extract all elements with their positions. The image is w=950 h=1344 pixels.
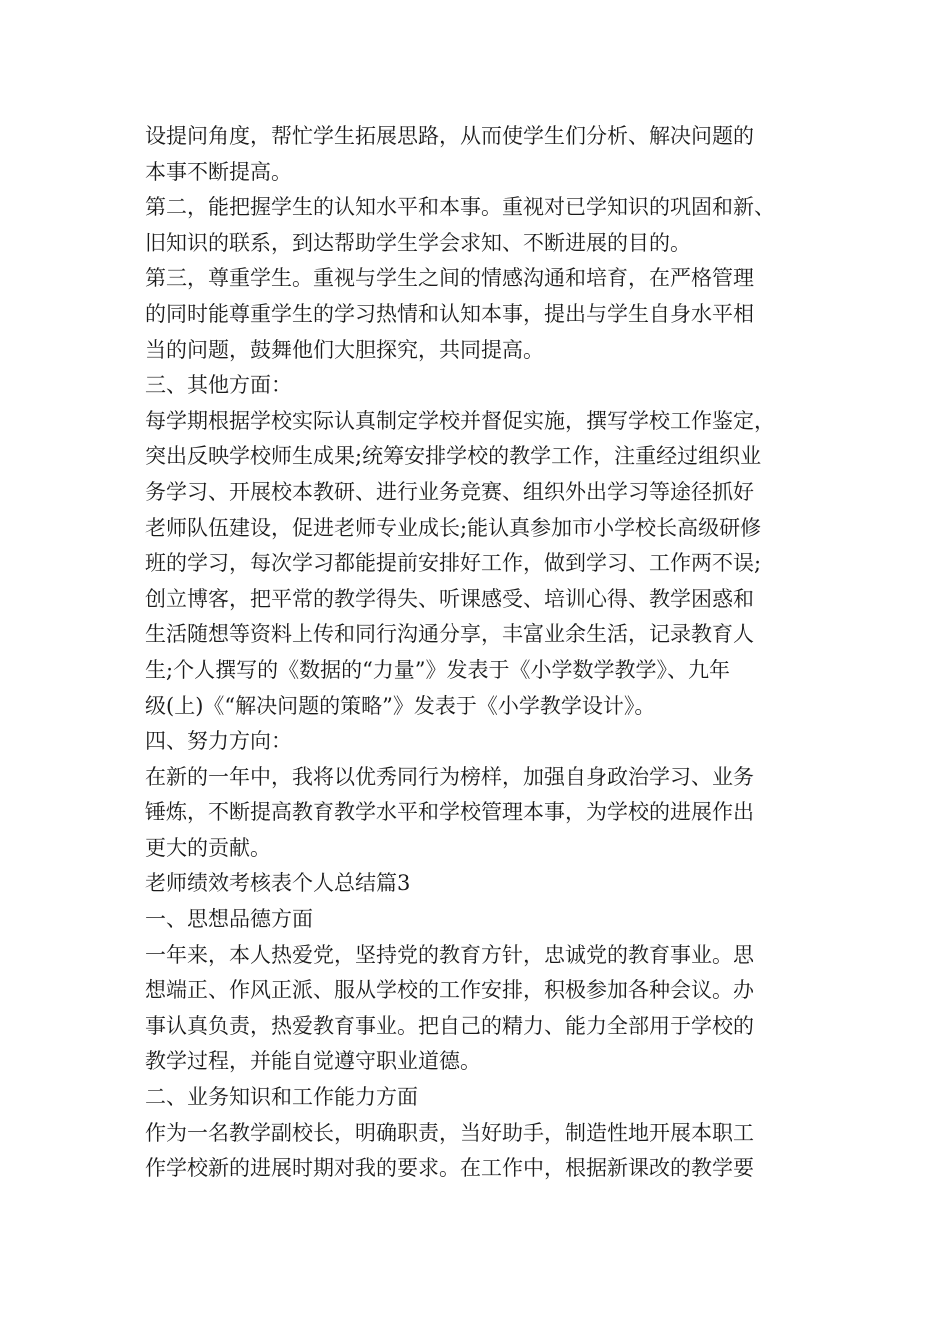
section-heading: 四、努力方向： bbox=[145, 729, 292, 754]
text-line: 作学校新的进展时期对我的要求。在工作中，根据新课改的教学要 bbox=[145, 1156, 754, 1181]
text-line: 每学期根据学校实际认真制定学校并督促实施，撰写学校工作鉴定， bbox=[145, 408, 775, 433]
text-line: 作为一名教学副校长，明确职责，当好助手，制造性地开展本职工 bbox=[145, 1120, 754, 1145]
text-line: 生活随想等资料上传和同行沟通分享，丰富业余生活，记录教育人 bbox=[145, 622, 754, 647]
text-line: 当的问题，鼓舞他们大胆探究，共同提高。 bbox=[145, 337, 544, 362]
text-line: 旧知识的联系，到达帮助学生学会求知、不断进展的目的。 bbox=[145, 230, 691, 255]
text-line: 本事不断提高。 bbox=[145, 159, 292, 184]
text-line: 教学过程，并能自觉遵守职业道德。 bbox=[145, 1049, 481, 1074]
text-line: 一年来，本人热爱党，坚持党的教育方针，忠诚党的教育事业。思 bbox=[145, 942, 754, 967]
text-line: 班的学习，每次学习都能提前安排好工作，做到学习、工作两不误; bbox=[145, 551, 762, 576]
text-line: 设提问角度，帮忙学生拓展思路，从而使学生们分析、解决问题的 bbox=[145, 124, 754, 148]
section-heading: 二、业务知识和工作能力方面 bbox=[145, 1085, 418, 1110]
text-line: 务学习、开展校本教研、进行业务竞赛、组织外出学习等途径抓好 bbox=[145, 479, 754, 504]
text-line: 第三，尊重学生。重视与学生之间的情感沟通和培育，在严格管理 bbox=[145, 266, 754, 291]
text-line: 锤炼，不断提高教育教学水平和学校管理本事，为学校的进展作出 bbox=[145, 800, 754, 825]
section-heading: 一、思想品德方面 bbox=[145, 907, 313, 932]
text-line: 更大的贡献。 bbox=[145, 835, 271, 860]
text-line: 生;个人撰写的《数据的“力量”》发表于《小学数学教学》、九年 bbox=[145, 657, 731, 682]
text-line: 想端正、作风正派、服从学校的工作安排，积极参加各种会议。办 bbox=[145, 978, 754, 1003]
text-line: 的同时能尊重学生的学习热情和认知本事，提出与学生自身水平相 bbox=[145, 301, 754, 326]
text-line: 创立博客，把平常的教学得失、听课感受、培训心得、教学困惑和 bbox=[145, 586, 754, 611]
section-heading: 三、其他方面： bbox=[145, 373, 292, 398]
text-line: 级(上)《“解决问题的策略”》发表于《小学教学设计》。 bbox=[145, 693, 656, 718]
text-line: 第二，能把握学生的认知水平和本事。重视对已学知识的巩固和新、 bbox=[145, 195, 775, 220]
text-line: 突出反映学校师生成果;统筹安排学校的教学工作，注重经过组织业 bbox=[145, 444, 762, 469]
text-line: 老师队伍建设，促进老师专业成长;能认真参加市小学校长高级研修 bbox=[145, 515, 762, 540]
document-body bbox=[145, 119, 810, 1187]
article-title: 老师绩效考核表个人总结篇3 bbox=[145, 871, 411, 896]
text-line: 在新的一年中，我将以优秀同行为榜样，加强自身政治学习、业务 bbox=[145, 764, 754, 789]
text-line: 事认真负责，热爱教育事业。把自己的精力、能力全部用于学校的 bbox=[145, 1013, 754, 1038]
